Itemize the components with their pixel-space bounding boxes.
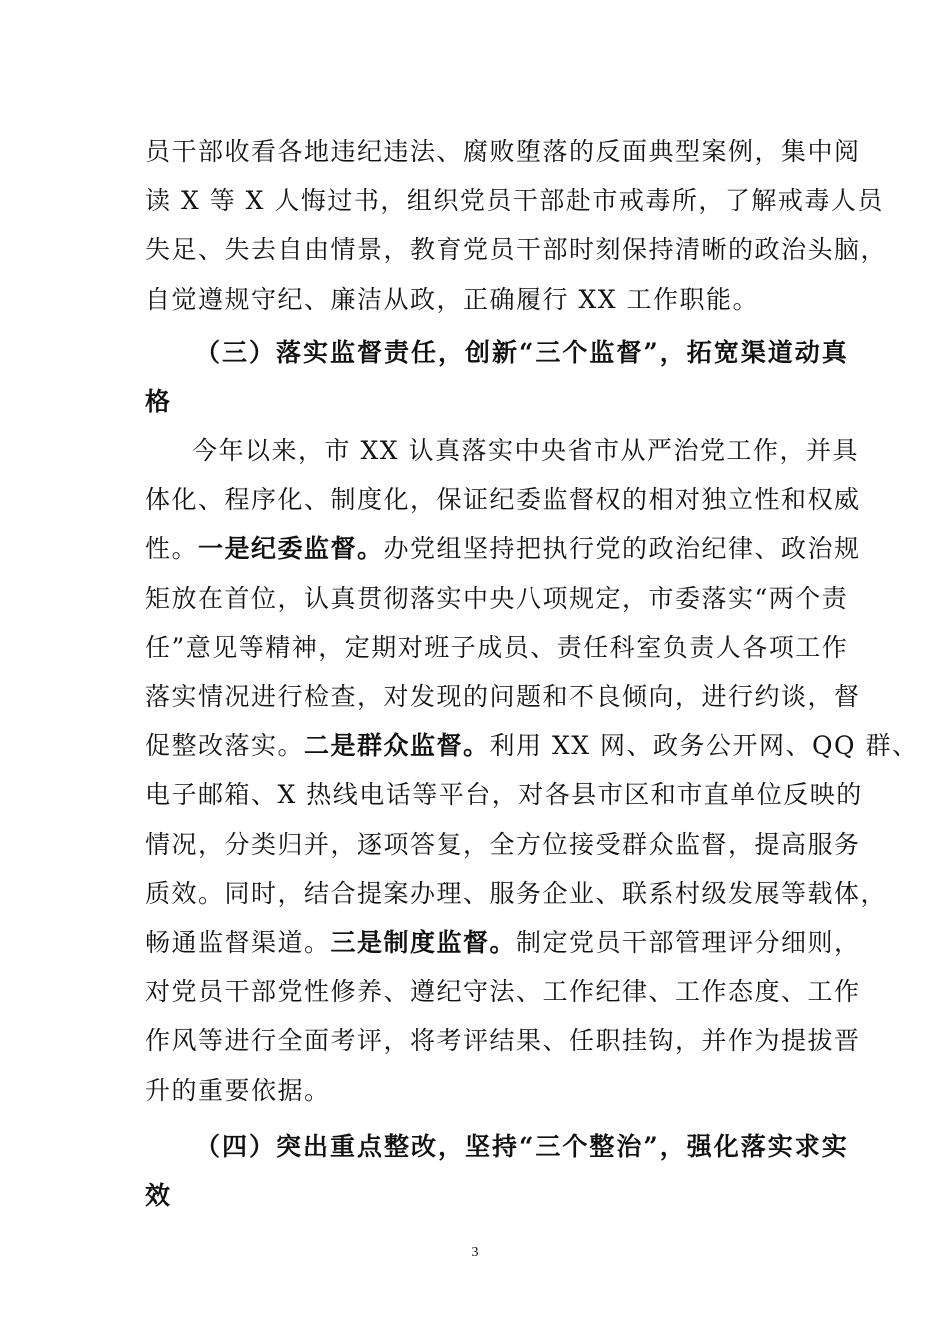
section-heading-three xyxy=(145,328,849,426)
heading-line: 效 xyxy=(145,1181,173,1211)
text-line: 矩放在首位，认真贯彻落实中央八项规定，市委落实“两个责 xyxy=(145,583,849,613)
text-line: 自觉遵规守纪、廉洁从政，正确履行 XX 工作职能。 xyxy=(145,284,759,314)
text-line xyxy=(145,918,861,967)
text-fragment: 畅通监督渠道。 xyxy=(145,928,331,958)
heading-line: （四）突出重点整改，坚持“三个整治”，强化落实求实 xyxy=(195,1132,849,1161)
paragraph-supervision xyxy=(145,426,919,1115)
text-line: 对党员干部党性修养、遵纪守法、工作纪律、工作态度、工作 xyxy=(145,977,861,1007)
text-line: 读 X 等 X 人悔过书，组织党员干部赴市戒毒所，了解戒毒人员 xyxy=(145,186,884,216)
page-number: 3 xyxy=(471,1245,479,1260)
text-line: 任”意见等精神，定期对班子成员、责任科室负责人各项工作 xyxy=(145,632,849,662)
paragraph-continuation xyxy=(145,127,888,324)
text-line: 员干部收看各地违纪违法、腐败堕落的反面典型案例，集中阅 xyxy=(145,137,861,166)
text-line: 电子邮箱、X 热线电话等平台，对各县市区和市直单位反映的 xyxy=(145,780,863,810)
text-line: 升的重要依据。 xyxy=(145,1075,331,1105)
bold-term: 二是群众监督。 xyxy=(304,731,490,761)
text-line: 质效。同时，结合提案办理、服务企业、联系村级发展等载体， xyxy=(145,878,888,908)
heading-line: （三）落实监督责任，创新“三个监督”，拓宽渠道动真 xyxy=(195,338,849,367)
text-fragment: 利用 XX 网、政务公开网、QQ 群、 xyxy=(489,731,919,761)
text-line: 作风等进行全面考评，将考评结果、任职挂钩，并作为提拔晋 xyxy=(145,1026,861,1056)
text-fragment: 制定党员干部管理评分细则， xyxy=(516,928,861,958)
text-line: 落实情况进行检查，对发现的问题和不良倾向，进行约谈，督 xyxy=(145,682,861,712)
heading-line: 格 xyxy=(145,387,173,417)
text-fragment: 办党组坚持把执行党的政治纪律、政治规 xyxy=(383,534,861,564)
text-line: 体化、程序化、制度化，保证纪委监督权的相对独立性和权威 xyxy=(145,485,861,515)
bold-term: 一是纪委监督。 xyxy=(198,534,384,564)
text-fragment: 性。 xyxy=(145,534,199,564)
text-line: 情况，分类归并，逐项答复，全方位接受群众监督，提高服务 xyxy=(145,829,861,859)
bold-term: 三是制度监督。 xyxy=(330,928,517,958)
text-line xyxy=(145,524,861,573)
text-line: 今年以来，市 XX 认真落实中央省市从严治党工作，并具 xyxy=(192,436,859,465)
text-line: 失足、失去自由情景，教育党员干部时刻保持清晰的政治头脑， xyxy=(145,235,888,265)
section-heading-four xyxy=(145,1122,849,1220)
text-fragment: 促整改落实。 xyxy=(145,731,305,761)
text-line xyxy=(145,721,919,770)
